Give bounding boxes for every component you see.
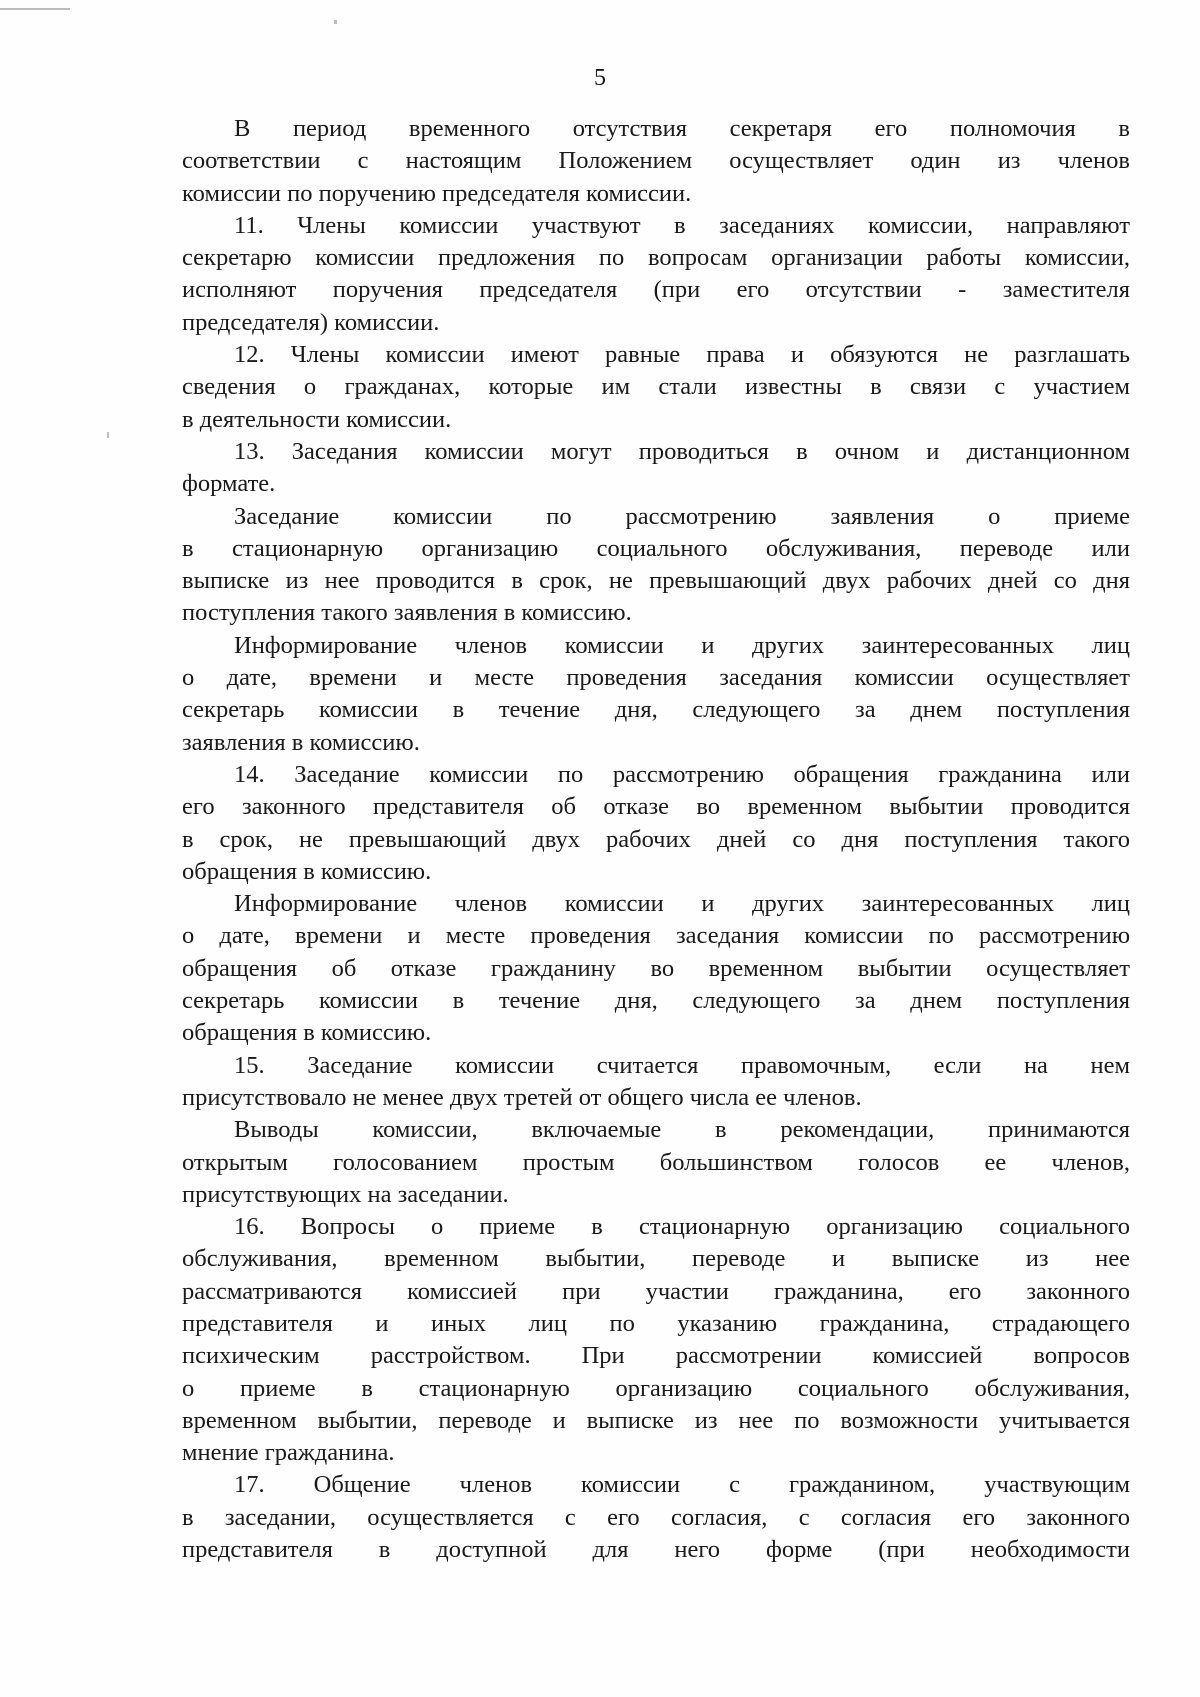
text-line: психическим расстройством. При рассмотрении комиссией вопросов [182,1342,1130,1370]
text-line: временном выбытии, переводе и выписке из нее по возможности учитывается [182,1406,1130,1434]
paragraph [182,759,1130,888]
text-line: сведения о гражданах, которые им стали известны в связи с участием [182,373,1130,401]
text-line: в стационарную организацию социального обслуживания, переводе или [182,534,1130,562]
text-line: его законного представителя об отказе во временном выбытии проводится [182,793,1130,821]
text-line: 15. Заседание комиссии считается правомочным, если на нем [234,1051,1130,1079]
text-line: Информирование членов комиссии и других заинтересованных лиц [234,890,1130,918]
scan-artifact-dot [107,432,109,438]
text-line: о дате, времени и месте проведения заседания комиссии по рассмотрению [182,922,1130,950]
text-line: заявления в комиссию. [182,728,420,756]
text-line: председателя) комиссии. [182,308,440,336]
text-line: 12. Члены комиссии имеют равные права и обязуются не разглашать [234,341,1130,369]
text-line: обращения в комиссию. [182,857,432,885]
text-line: соответствии с настоящим Положением осуществляет один из членов [182,147,1130,175]
text-line: 11. Члены комиссии участвуют в заседаниях комиссии, направляют [234,211,1130,239]
paragraph [182,888,1130,1049]
paragraph [182,1114,1130,1211]
text-line: В период временного отсутствия секретаря его полномочия в [234,115,1130,142]
text-line: 14. Заседание комиссии по рассмотрению обращения гражданина или [234,760,1130,788]
text-line: представителя и иных лиц по указанию гражданина, страдающего [182,1309,1130,1337]
text-line: открытым голосованием простым большинством голосов ее членов, [182,1148,1130,1176]
paragraph [182,501,1130,630]
text-line: обращения в комиссию. [182,1019,432,1047]
text-line: Заседание комиссии по рассмотрению заявления о приеме [234,502,1130,530]
text-line: в срок, не превышающий двух рабочих дней со дня поступления такого [182,825,1130,853]
text-line: Выводы комиссии, включаемые в рекомендации, принимаются [234,1116,1130,1144]
scan-artifact-line [0,8,70,10]
text-line: формате. [182,470,276,498]
text-line: 17. Общение членов комиссии с гражданином, участвующим [234,1471,1130,1499]
paragraph [182,1050,1130,1115]
text-line: выписке из нее проводится в срок, не превышающий двух рабочих дней со дня [182,567,1130,595]
text-line: исполняют поручения председателя (при его отсутствии - заместителя [182,276,1130,304]
paragraph [182,210,1130,339]
paragraph [182,113,1130,210]
text-line: 13. Заседания комиссии могут проводиться в очном и дистанционном [234,437,1130,465]
text-line: рассматриваются комиссией при участии гражданина, его законного [182,1277,1130,1305]
text-line: в заседании, осуществляется с его согласия, с согласия его законного [182,1503,1130,1531]
text-line: мнение гражданина. [182,1439,395,1467]
text-line: секретарь комиссии в течение дня, следующего за днем поступления [182,696,1130,724]
text-line: секретарь комиссии в течение дня, следующего за днем поступления [182,987,1130,1015]
text-line: комиссии по поручению председателя комиссии. [182,179,692,207]
paragraph [182,1469,1130,1566]
document-body [182,113,1130,1566]
text-line: 16. Вопросы о приеме в стационарную организацию социального [234,1213,1130,1241]
text-line: о дате, времени и месте проведения заседания комиссии осуществляет [182,664,1130,692]
text-line: представителя в доступной для него форме (при необходимости [182,1536,1130,1564]
paragraph [182,436,1130,501]
paragraph [182,1211,1130,1469]
text-line: присутствующих на заседании. [182,1180,509,1208]
text-line: о приеме в стационарную организацию социального обслуживания, [182,1374,1130,1402]
text-line: в деятельности комиссии. [182,405,452,433]
page-number: 5 [594,65,606,91]
text-line: секретарю комиссии предложения по вопросам организации работы комиссии, [182,244,1130,272]
text-line: обслуживания, временном выбытии, переводе и выписке из нее [182,1245,1130,1273]
paragraph [182,339,1130,436]
text-line: Информирование членов комиссии и других заинтересованных лиц [234,631,1130,659]
text-line: обращения об отказе гражданину во временном выбытии осуществляет [182,954,1130,982]
scan-artifact-dot [334,20,337,24]
paragraph [182,630,1130,759]
text-line: присутствовало не менее двух третей от общего числа ее членов. [182,1083,862,1111]
text-line: поступления такого заявления в комиссию. [182,599,632,627]
